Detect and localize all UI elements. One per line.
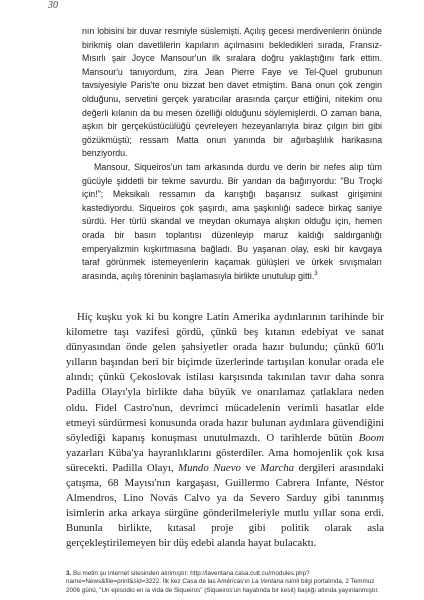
- italic-term-boom: Boom: [358, 431, 384, 444]
- body-text-segment: yazarları Küba'ya hayranlıklarını gösterdiler. Ama homojenlik çok kısa sürecekti. Padilla Olayı,: [66, 446, 384, 474]
- body-paragraph: [66, 310, 384, 552]
- italic-title-marcha: Marcha: [260, 461, 295, 474]
- body-text: [66, 310, 384, 552]
- quote-paragraph-text: Mansour, Siqueiros'un tam arkasında durdu ve derin bir nefes alıp tüm gücüyle şiddetli bir tekme savurdu. Bir yandan da bağırıyordu: "Bu Troçki için!"; Meksikalı ressamın da karıştığı başarısız suikast girişimini kastediyordu. Siqueiros çok şaşırdı, ama şaşkınlığı sadece birkaç saniye sürdü. Her türlü skandal ve meydan okumaya alışkın olduğu için, hemen orada bir basın toplantısı düzenleyip maruz kaldığı saldırganlığı emperyalizmin kışkırtmasına bağladı. Bu yaşanan olay, eski bir kavgaya taraf görünmek istemeyenlerin kaçamak gülüşleri ve ürkek sıvışmaları arasında, açılış töreninin başlamasıyla birlikte unutulup gitti.: [82, 161, 382, 281]
- quote-paragraph: [82, 161, 382, 283]
- body-text-segment: Hiç kuşku yok ki bu kongre Latin Amerika aydınlarının tarihinde bir kilometre taşı vazifesi gördü, çünkü beş kıtanın edebiyat ve sanat dünyasından önde gelen şahsiyetler orada hazır bulundu; çünkü 60'lı yılların başından beri bir biçimde üzerlerinde tartışılan konular orada ele alındı; çünkü Çekoslovak istilası karşısında takınılan tavır daha sonra Padilla Olayı'yla birlikte daha büyük ve onarılamaz çatlaklara neden oldu. Fidel Castro'nun, devrimci mücadelenin verimli hasatlar elde etmeyi sürdürmesi konusunda orada hazır bulunan aydınlara güvendiğini söylediği kapanış konuşması unutulmazdı. O tarihlerde bütün: [66, 311, 384, 444]
- body-text-segment: ve: [240, 461, 261, 474]
- footnote-reference[interactable]: 3: [314, 270, 318, 277]
- block-quote: [82, 25, 382, 283]
- body-text-segment: dergileri arasındaki çatışma, 68 Mayısı'nın kargaşası, Guillermo Cabrera Infante, Néstor Almendros, Lino Novás Calvo ya da Severo Sarduy gibi tanınmış isimlerin arka arkaya sürgüne gönderilmeleriyle mutlu yıllar sona erdi. Bununla birlikte, kıtasal proje gibi politik olarak asla gerçekleştirilemeyen bir düş edebi alanda hayat bulacaktı.: [66, 461, 384, 550]
- footnote-text: isimli bilgi portalında, 2 Temmuz 2006 günü, "Un episodio en la vida de Siqueiros" (Siqueiros'un hayatında bir kesit) başlığı altında yayınlanmıştır.: [66, 578, 380, 594]
- footnote: [66, 570, 384, 595]
- footnote-number: 3.: [66, 570, 72, 577]
- italic-title-mundo-nuevo: Mundo Nuevo: [178, 461, 241, 474]
- footnote-text: Bu metin şu internet sitesinden alınmıştır: http://laventana.casa.cult.cu/modules.php?name=News&file=print&sid=3222. İlk kez Casa de las Américas'ın: [66, 570, 310, 586]
- quote-paragraph: nın lobisini bir duvar resmiyle süslemişti. Açılış gecesi merdivenlerin önünde birikmiş olan davetlilerin kapıların açılmasını bekledikleri sırada, Fransız-Mısırlı şair Joyce Mansour'un ilk sıralara doğru yaklaştığını fark ettim. Mansour'u tanıyordum, zira Jean Pierre Faye ve Tel-Quel grubunun tavsiyesiyle Paris'te onu bizzat ben davet etmiştim. Bana onun çok zengin olduğunu, servetini gerçek yaratıcılar arasında çarçur ettiğini, nitekim onu değerli kılanın da bu mesen özelliği olduğunu söylemişlerdi. O zaman bana, aşkın bir gerçeküstücülüğü çevreleyen hezeyanlarıyla biraz çılgın biri gibi gözükmüştü; ressam Matta onun yanında bir ağırbaşlılık harikasına benziyordu.: [82, 26, 382, 159]
- page-number: 30: [48, 0, 58, 11]
- footnote-italic-title: La Ventana: [251, 578, 284, 586]
